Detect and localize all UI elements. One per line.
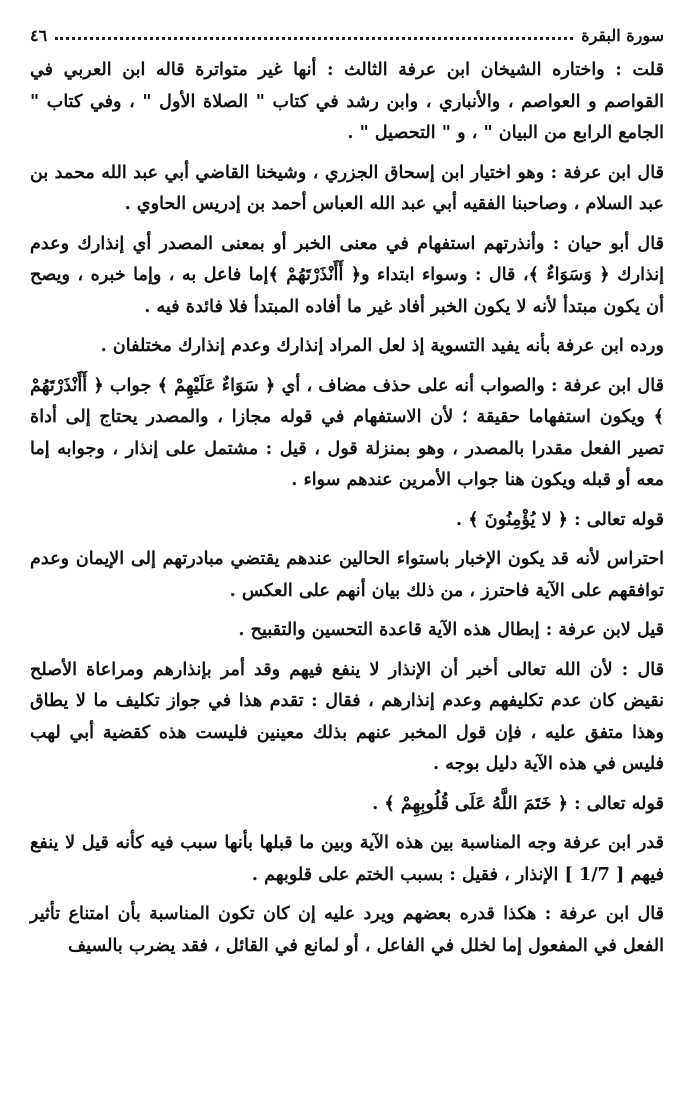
paragraph: قال ابن عرفة : هكذا قدره بعضهم ويرد عليه إن كان تكون المناسبة بأن امتناع تأثير الفعل في المفعول إما لخلل في الفاعل ، أو لمانع في القائل ، فقد يضرب بالسيف (30, 903, 664, 956)
paragraph: قال : لأن الله تعالى أخبر أن الإنذار لا ينفع فيهم وقد أمر بإنذارهم ومراعاة الأصلح نقيض كان عدم تكليفهم وعدم إنذارهم ، فقال : تقدم هذا في جواز تكليف ما لا يطاق وهذا متفق عليه ، فإن قول المخبر عنهم بذلك معينين فليست هذه كقضية أبي لهب فليس في هذه الآية دليل بوجه . (30, 658, 664, 774)
page-number: ٤٦ (30, 25, 48, 45)
paragraph: قيل لابن عرفة : إبطال هذه الآية قاعدة التحسين والتقبيح . (238, 619, 664, 640)
surah-title: سورة البقرة (581, 25, 664, 45)
paragraph: قال ابن عرفة : والصواب أنه على حذف مضاف ، أي ﴿ سَوَاءٌ عَلَيْهِمْ ﴾ جواب ﴿ أَأَنْذَرْتَهُمْ ﴾ ويكون استفهاما حقيقة ؛ لأن الاستفهام في قوله مجازا ، والمصدر يحتاج إلى أداة تصير الفعل مقدرا بالمصدر ، وهو بمنزلة قول ، قيل : مشتمل على إنذار ، وجوابه إما معه أو قبله ويكون هنا جواب الأمرين عندهم سواء . (30, 374, 664, 490)
header-dotted-rule (55, 37, 573, 40)
verse-citation: قوله تعالى : ﴿ خَتَمَ اللَّهُ عَلَى قُلُوبِهِمْ ﴾ . (372, 792, 664, 814)
paragraph: قال ابن عرفة : وهو اختيار ابن إسحاق الجزري ، وشيخنا القاضي أبي عبد الله محمد بن عبد السلام ، وصاحبنا الفقيه أبي عبد الله العباس أحمد بن إدريس الحاوي . (30, 161, 664, 214)
verse-citation: قوله تعالى : ﴿ لا يُؤْمِنُونَ ﴾ . (456, 508, 664, 530)
paragraph: قلت : واختاره الشيخان ابن عرفة الثالث : أنها غير متواترة قاله ابن العربي في القواصم و العواصم ، والأنباري ، وابن رشد في كتاب " الصلاة الأول " ، وفي كتاب " الجامع الرابع من البيان " ، و " التحصيل " . (30, 59, 664, 143)
paragraph: احتراس لأنه قد يكون الإخبار باستواء الحالين عندهم يقتضي مبادرتهم إلى الإيمان وعدم توافقهم على الآية فاحترز ، من ذلك بيان أنهم على العكس . (30, 548, 664, 601)
paragraph: ورده ابن عرفة بأنه يفيد التسوية إذ لعل المراد إنذارك وعدم إنذارك مختلفان . (100, 335, 664, 356)
paragraph: قال أبو حيان : وأنذرتهم استفهام في معنى الخبر أو بمعنى المصدر أي إنذارك وعدم إنذارك ﴿ وَسَوَاءٌ ﴾، قال : وسواء ابتداء و﴿ أَأَنْذَرْتَهُمْ ﴾إما فاعل به ، وإما خبره ، ويصح أن يكون مبتدأ لأنه لا يكون الخبر أفاد غير ما أفاده المبتدأ فلا فائدة فيه . (30, 232, 664, 317)
page-body (30, 54, 664, 961)
running-header (30, 0, 664, 45)
paragraph: قدر ابن عرفة وجه المناسبة بين هذه الآية وبين ما قبلها بأنها سبب فيه كأنه قيل لا ينفع فيهم [ 1/7 ] الإنذار ، فقيل : بسبب الختم على قلوبهم . (30, 832, 664, 885)
